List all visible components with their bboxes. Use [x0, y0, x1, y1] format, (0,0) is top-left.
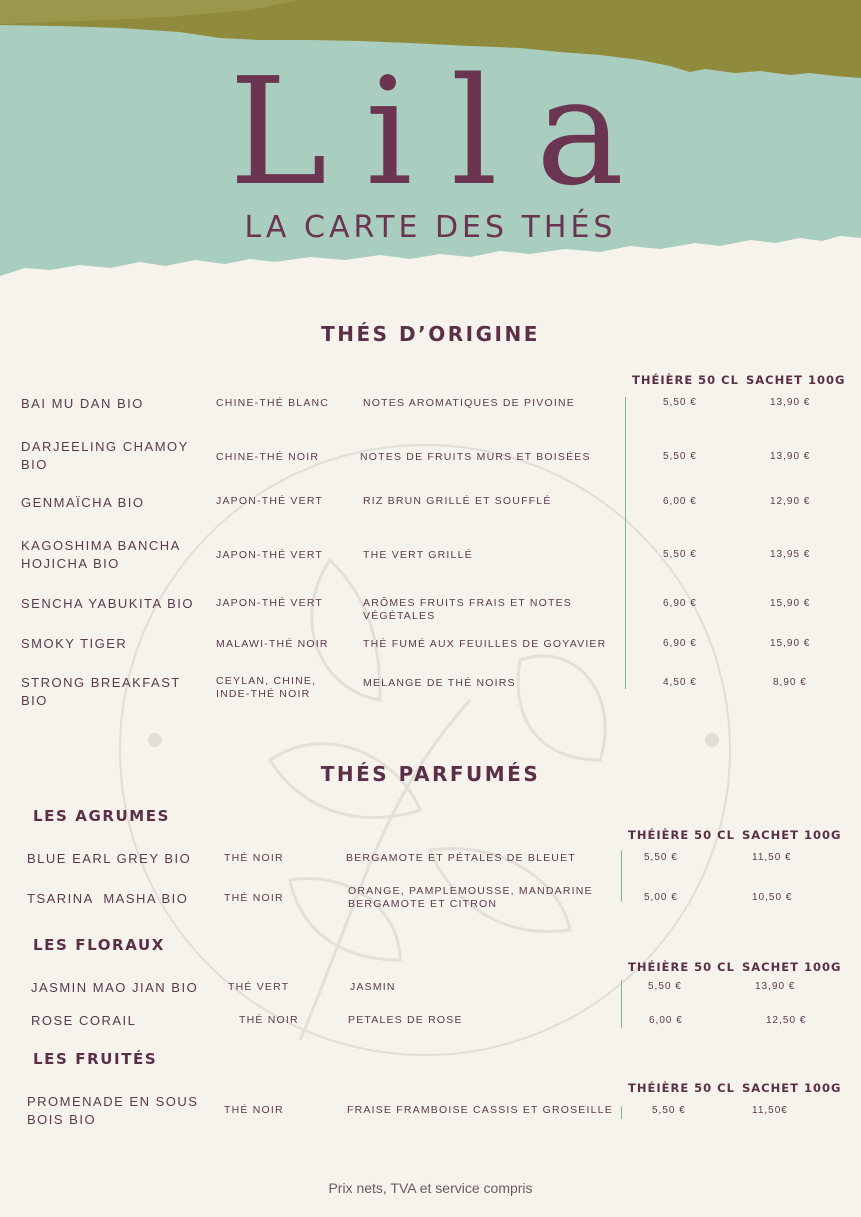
tea-notes: ORANGE, PAMPLEMOUSSE, MANDARINE BERGAMOTE ET CITRON — [348, 885, 593, 910]
section-title-parfumes: THÉS PARFUMÉS — [320, 762, 541, 786]
price-sachet: 10,50 € — [752, 892, 793, 903]
col-head-sachet: SACHET 100G — [742, 828, 842, 842]
subsection-title-agrumes: LES AGRUMES — [33, 807, 171, 825]
footer-note: Prix nets, TVA et service compris — [328, 1180, 533, 1196]
tea-name: BLUE EARL GREY BIO — [27, 851, 192, 866]
column-divider — [625, 397, 626, 689]
tea-notes: NOTES DE FRUITS MURS ET BOISÉES — [360, 451, 591, 463]
price-theiere: 6,00 € — [649, 1015, 683, 1026]
tea-origin: JAPON-THÉ VERT — [216, 549, 324, 561]
price-theiere: 6,90 € — [663, 638, 697, 649]
tea-origin: MALAWI-THÉ NOIR — [216, 638, 329, 650]
price-theiere: 5,50 € — [652, 1105, 686, 1116]
tea-name: JASMIN MAO JIAN BIO — [31, 980, 199, 995]
price-theiere: 6,00 € — [663, 496, 697, 507]
tea-name: ROSE CORAIL — [31, 1013, 137, 1028]
column-divider — [621, 1106, 622, 1119]
tea-origin: JAPON-THÉ VERT — [216, 597, 324, 609]
tea-name: SENCHA YABUKITA BIO — [21, 596, 194, 611]
tea-notes: NOTES AROMATIQUES DE PIVOINE — [363, 397, 575, 409]
tea-name: DARJEELING CHAMOY BIO — [21, 439, 189, 472]
tea-name: TSARINA MASHA BIO — [27, 891, 189, 906]
tea-notes: BERGAMOTE ET PÉTALES DE BLEUET — [346, 852, 576, 864]
col-head-theiere: THÉIÈRE 50 CL — [628, 960, 735, 974]
tea-type: THÉ NOIR — [239, 1014, 299, 1026]
tea-notes: RIZ BRUN GRILLÉ ET SOUFFLÉ — [363, 495, 552, 507]
col-head-theiere: THÉIÈRE 50 CL — [628, 1081, 735, 1095]
price-sachet: 13,95 € — [770, 549, 811, 560]
tea-origin: JAPON-THÉ VERT — [216, 495, 324, 507]
price-sachet: 11,50€ — [752, 1105, 788, 1116]
col-head-theiere: THÉIÈRE 50 CL — [632, 373, 739, 387]
tea-notes: THÉ FUMÉ AUX FEUILLES DE GOYAVIER — [363, 638, 607, 650]
price-theiere: 5,50 € — [663, 549, 697, 560]
price-sachet: 11,50 € — [752, 852, 792, 863]
price-sachet: 13,90 € — [755, 981, 796, 992]
tea-type: THÉ NOIR — [224, 892, 284, 904]
subsection-title-floraux: LES FLORAUX — [33, 936, 165, 954]
tea-name: SMOKY TIGER — [21, 636, 128, 651]
brand-logo: Lila — [228, 46, 663, 218]
tea-notes: FRAISE FRAMBOISE CASSIS ET GROSEILLE — [347, 1104, 613, 1116]
tea-notes: MELANGE DE THÉ NOIRS — [363, 677, 516, 689]
price-theiere: 5,50 € — [663, 451, 697, 462]
page-subtitle: LA CARTE DES THÉS — [244, 210, 617, 245]
tea-origin: CHINE-THÉ NOIR — [216, 451, 320, 463]
price-theiere: 5,50 € — [648, 981, 682, 992]
tea-notes: JASMIN — [350, 981, 396, 993]
price-sachet: 13,90 € — [770, 451, 811, 462]
tea-origin: CHINE-THÉ BLANC — [216, 397, 330, 409]
tea-name: STRONG BREAKFAST BIO — [21, 675, 181, 708]
tea-name: GENMAÏCHA BIO — [21, 495, 145, 510]
column-divider — [621, 980, 622, 1028]
price-sachet: 15,90 € — [770, 638, 811, 649]
tea-name: PROMENADE EN SOUS BOIS BIO — [27, 1094, 199, 1127]
price-theiere: 4,50 € — [663, 677, 697, 688]
price-sachet: 8,90 € — [773, 677, 807, 688]
tea-origin: CEYLAN, CHINE, INDE-THÉ NOIR — [216, 675, 317, 700]
tea-type: THÉ NOIR — [224, 852, 284, 864]
tea-name: BAI MU DAN BIO — [21, 396, 144, 411]
tea-notes: ARÔMES FRUITS FRAIS ET NOTES VÉGÉTALES — [363, 597, 573, 622]
price-theiere: 5,00 € — [644, 892, 678, 903]
price-sachet: 13,90 € — [770, 397, 811, 408]
col-head-sachet: SACHET 100G — [742, 960, 842, 974]
price-sachet: 15,90 € — [770, 598, 811, 609]
price-theiere: 5,50 € — [644, 852, 678, 863]
tea-type: THÉ VERT — [228, 981, 290, 993]
price-sachet: 12,90 € — [770, 496, 811, 507]
col-head-sachet: SACHET 100G — [742, 1081, 842, 1095]
price-theiere: 6,90 € — [663, 598, 697, 609]
price-sachet: 12,50 € — [766, 1015, 807, 1026]
section-title-origine: THÉS D’ORIGINE — [321, 322, 540, 346]
col-head-theiere: THÉIÈRE 50 CL — [628, 828, 735, 842]
tea-notes: THE VERT GRILLÉ — [363, 549, 473, 561]
price-theiere: 5,50 € — [663, 397, 697, 408]
col-head-sachet: SACHET 100G — [746, 373, 846, 387]
subsection-title-fruites: LES FRUITÉS — [33, 1050, 158, 1068]
tea-name: KAGOSHIMA BANCHA HOJICHA BIO — [21, 538, 181, 571]
tea-type: THÉ NOIR — [224, 1104, 284, 1116]
column-divider — [621, 850, 622, 902]
tea-notes: PETALES DE ROSE — [348, 1014, 463, 1026]
